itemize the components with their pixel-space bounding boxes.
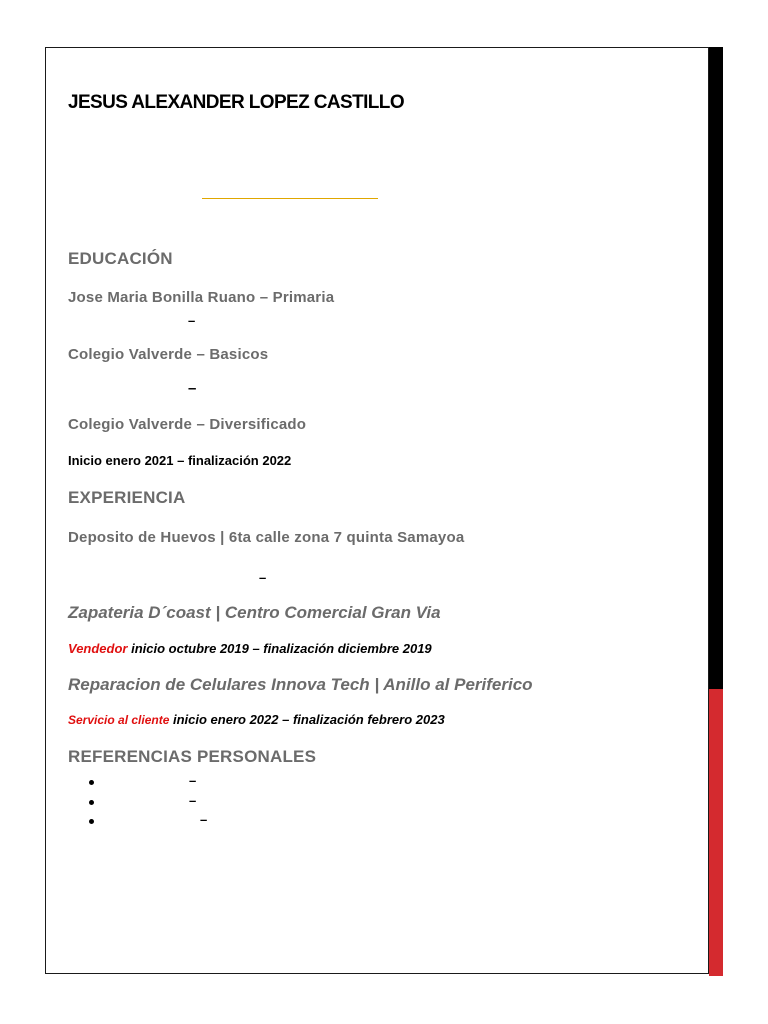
- experience-item-dates: –: [259, 570, 267, 585]
- experience-heading: EXPERIENCIA: [68, 488, 186, 507]
- education-item-dates: –: [188, 313, 196, 328]
- experience-item-company: Reparacion de Celulares Innova Tech | Anillo al Periferico: [68, 675, 533, 694]
- education-item-school: Colegio Valverde – Diversificado: [68, 416, 307, 433]
- side-bar-red: [709, 689, 723, 976]
- references-heading: REFERENCIAS PERSONALES: [68, 747, 317, 766]
- experience-item-dates: inicio enero 2022 – finalización febrero 2023: [169, 712, 445, 727]
- education-item-dates: Inicio enero 2021 – finalización 2022: [68, 453, 292, 468]
- experience-item-company: Zapateria D´coast | Centro Comercial Gran Via: [68, 603, 441, 622]
- reference-item: –: [189, 793, 197, 808]
- education-heading: EDUCACIÓN: [68, 249, 173, 268]
- bullet-icon: [89, 819, 94, 824]
- education-item-school: Jose Maria Bonilla Ruano – Primaria: [68, 289, 335, 306]
- experience-item-role: Vendedor: [68, 641, 128, 656]
- bullet-icon: [89, 800, 94, 805]
- resume-page: [45, 47, 709, 974]
- reference-item: –: [200, 812, 208, 827]
- experience-item-role-line: [68, 641, 432, 656]
- reference-item: –: [189, 773, 197, 788]
- bullet-icon: [89, 780, 94, 785]
- education-item-dates: –: [188, 380, 197, 397]
- education-item-school: Colegio Valverde – Basicos: [68, 346, 269, 363]
- side-bar-black: [709, 47, 723, 689]
- gold-divider: [202, 198, 378, 199]
- experience-item-dates: inicio octubre 2019 – finalización diciembre 2019: [127, 641, 432, 656]
- candidate-name: JESUS ALEXANDER LOPEZ CASTILLO: [68, 92, 404, 113]
- experience-item-role-line: [68, 712, 445, 727]
- experience-item-role: Servicio al cliente: [68, 713, 170, 727]
- experience-item-company: Deposito de Huevos | 6ta calle zona 7 quinta Samayoa: [68, 529, 465, 546]
